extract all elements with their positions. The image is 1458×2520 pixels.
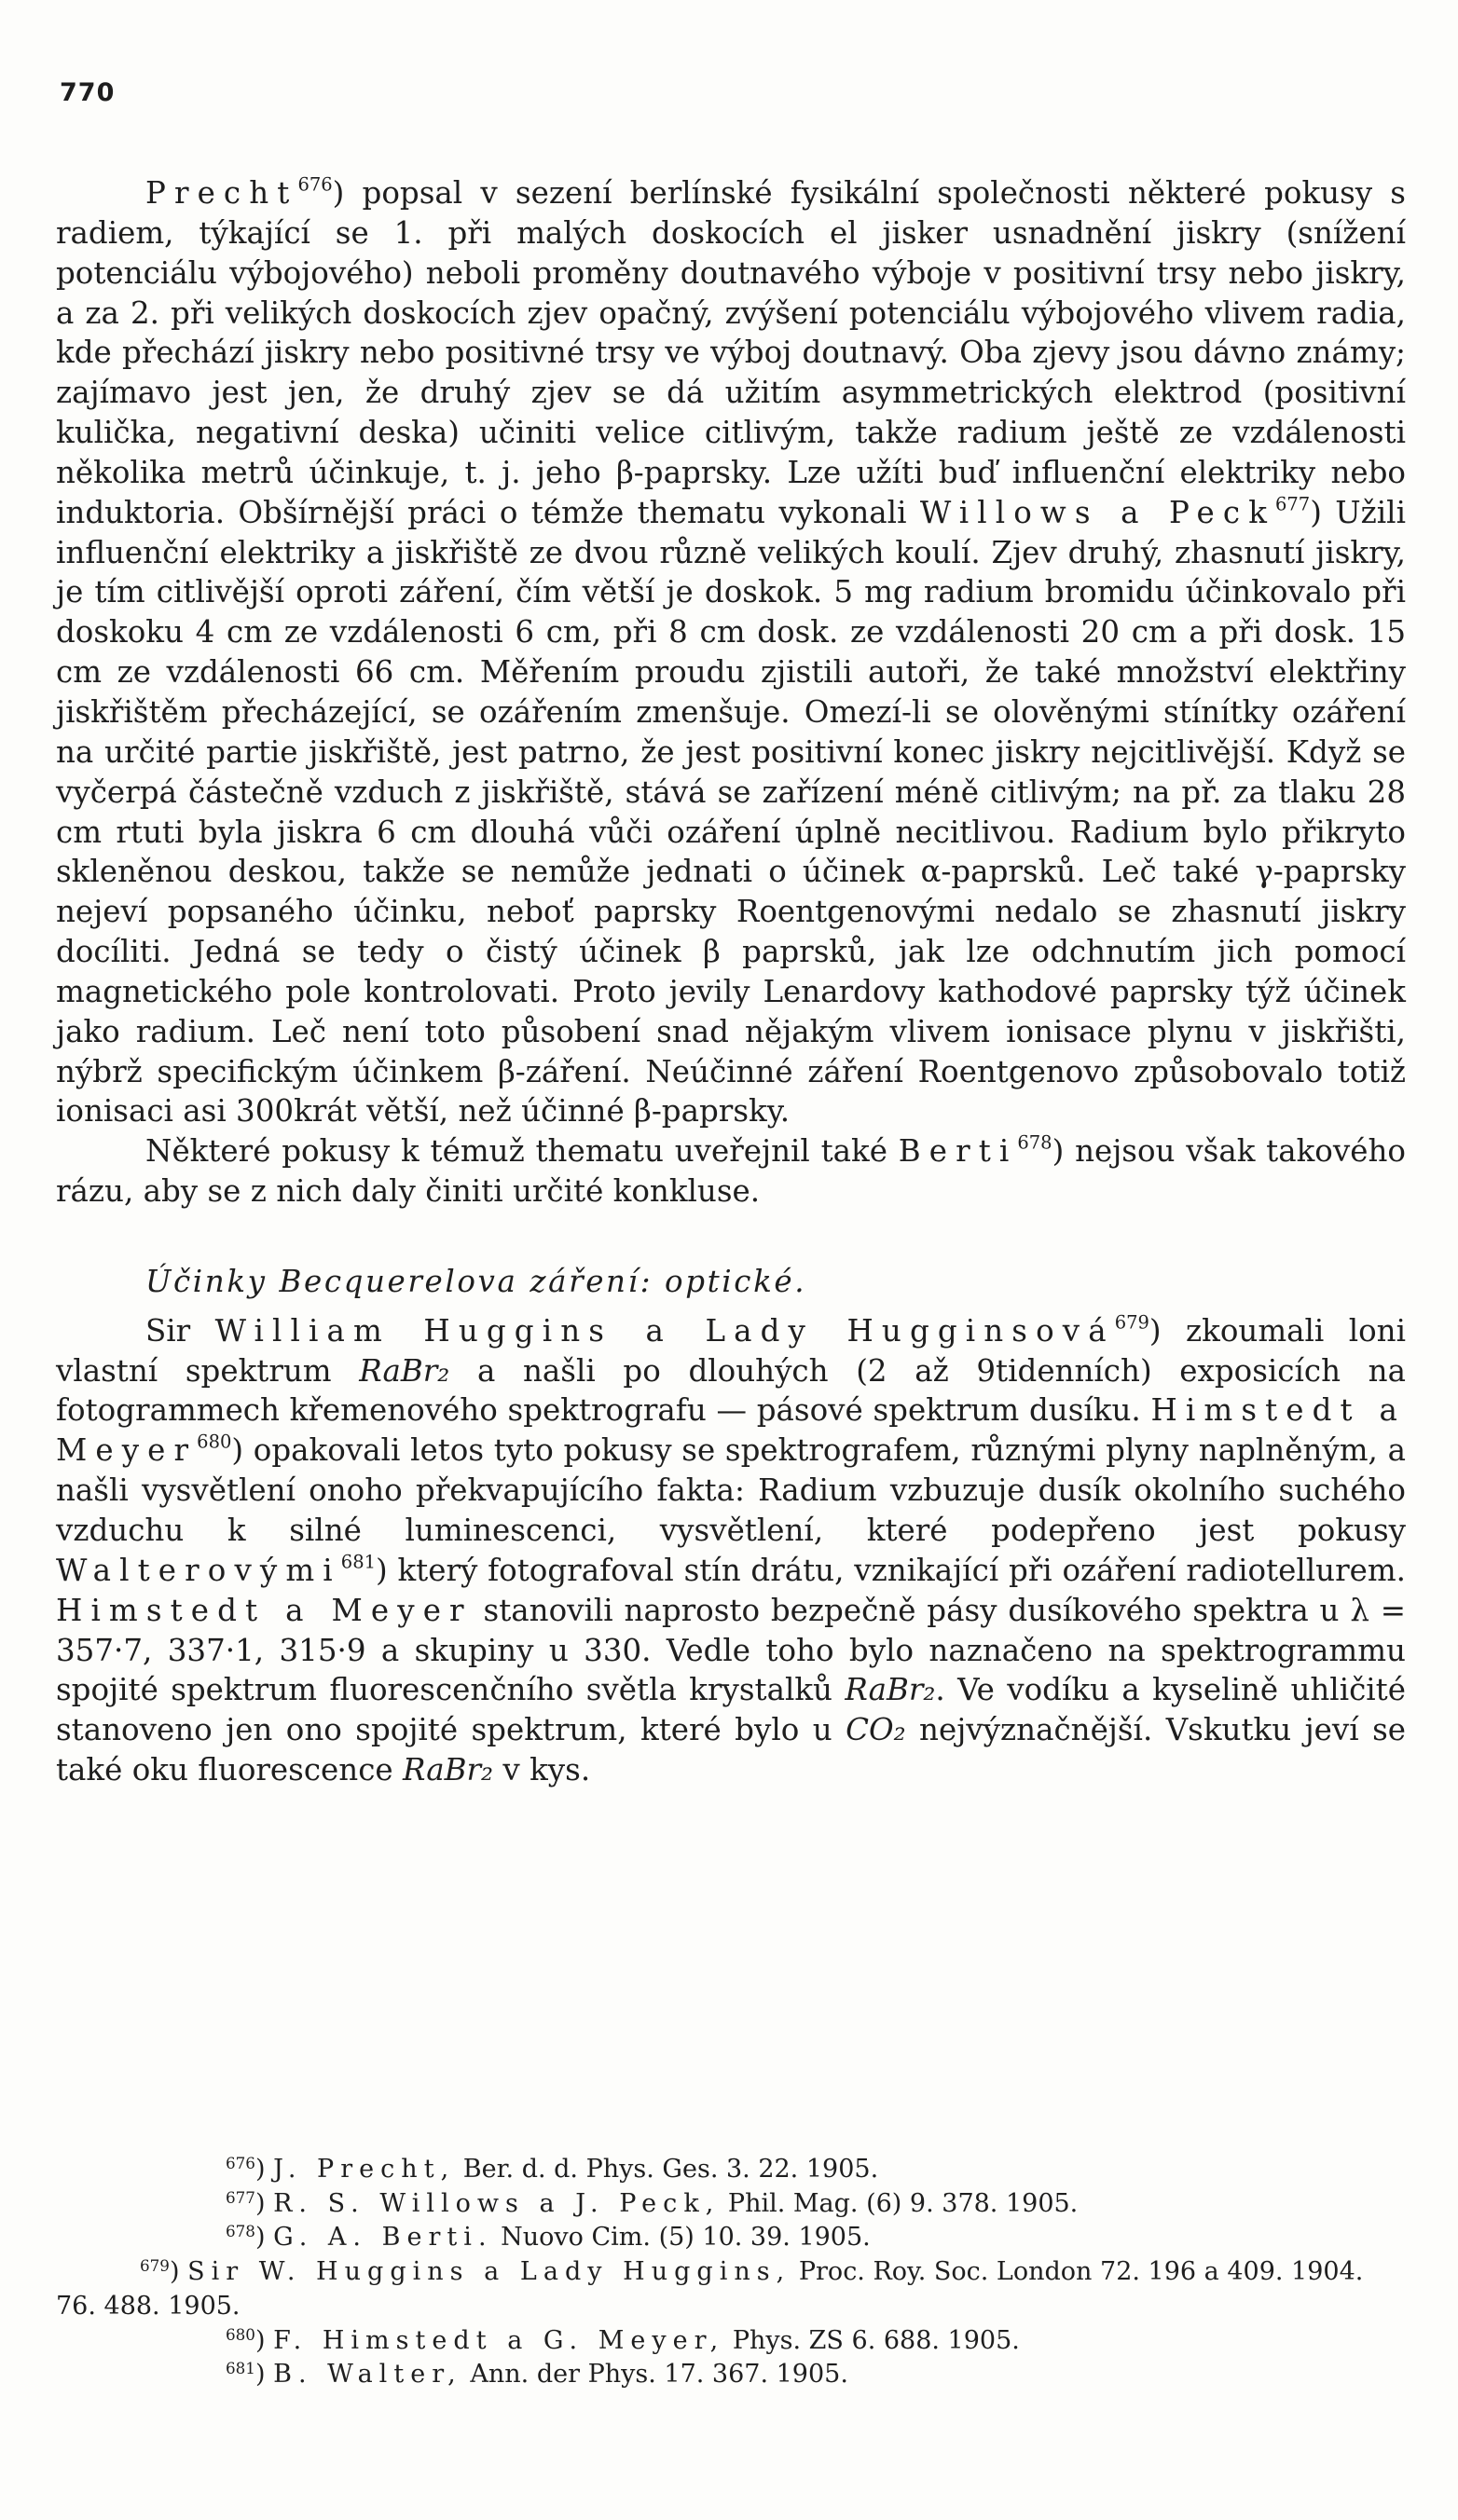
footnote: $^{678}$) G. A. Berti. Nuovo Cim. (5) 10. 39. 1905.: [226, 2222, 871, 2253]
author-name: Precht: [145, 175, 298, 211]
footnote-number: 677: [226, 2187, 255, 2207]
paragraph-text: nejvýznačnější. Vskutku jeví se také oku fluorescence: [56, 1712, 1406, 1788]
footnote-text: Ann. der Phys. 17. 367. 1905.: [470, 2360, 848, 2390]
footnote-text: Proc. Roy. Soc. London 72. 196 a 409. 1904. 76. 488. 1905.: [56, 2257, 1364, 2321]
paragraph-text: ) který fotografoval stín drátu, vznikající při ozáření radiotellurem.: [376, 1552, 1406, 1588]
author-name: Berti: [898, 1133, 1018, 1170]
paragraph-berti: [56, 1131, 1406, 1212]
footnote-author: Sir W. Huggins a Lady Huggins,: [187, 2257, 791, 2287]
footnote: $^{680}$) F. Himstedt a G. Meyer, Phys. ZS 6. 688. 1905.: [226, 2324, 1020, 2355]
author-name: William Huggins a Lady Hugginsová: [214, 1312, 1115, 1349]
footnote-ref: 677: [1274, 493, 1311, 515]
footnotes: [56, 2153, 1406, 2392]
footnote-author: R. S. Willows a J. Peck,: [273, 2188, 721, 2218]
author-name: Walterovými: [56, 1552, 341, 1588]
footnote-author: G. A. Berti.: [273, 2223, 493, 2253]
footnote-number: 679: [140, 2255, 170, 2275]
footnote-text: Ber. d. d. Phys. Ges. 3. 22. 1905.: [462, 2155, 879, 2184]
paragraph-text: v kys.: [502, 1752, 591, 1788]
footnote-number: 681: [226, 2359, 255, 2378]
footnote-ref: 676: [297, 173, 333, 196]
paragraph-text: Sir: [145, 1312, 191, 1349]
body-text: [56, 173, 1406, 1790]
paragraph-text: stanovili naprosto bezpečně pásy dusíkového spektra u λ = 357·7, 337·1, 315·9 a skupiny u 330. Vedle toho bylo naznačeno na spektrogrammu spojité spektrum fluorescenčního světla krystalků: [56, 1592, 1406, 1708]
chemical-formula: RaBr₂: [403, 1752, 494, 1788]
page-number: 770: [60, 78, 116, 107]
footnote-number: 680: [226, 2324, 255, 2344]
author-name: Willows a Peck: [919, 494, 1275, 530]
footnote-ref: 681: [340, 1551, 377, 1573]
footnote: $^{677}$) R. S. Willows a J. Peck, Phil. Mag. (6) 9. 378. 1905.: [226, 2187, 1079, 2218]
paragraph-text: a našli po dlouhých (2 až 9tidenních) exposicích na fotogrammech křemenového spektrografu — pásové spektrum dusíku.: [56, 1352, 1406, 1429]
footnote-ref: 678: [1017, 1131, 1052, 1154]
paragraph-text: ) popsal v sezení berlínské fysikální společnosti některé pokusy s radiem, týkající se 1. při malých doskocích el jisker usnadnění jiskry (snížení potenciálu výbojového) neboli proměny doutnavého výboje v positivní trsy nebo jiskry, a za 2. při velikých doskocích zjev opačný, zvýšení potenciálu výbojového vlivem radia, kde přechází jiskry nebo positivné trsy ve výboj doutnavý. Oba zjevy jsou dávno známy; zajímavo jest jen, že druhý zjev se dá užitím asymmetrických elektrod (positivní kulička, negativní deska) učiniti velice citlivým, takže radium ještě ze vzdálenosti několika metrů účinkuje, t. j. jeho β-paprsky. Lze užíti buď influenční elektriky nebo induktoria. Obšírnější práci o témže thematu vykonali: [56, 175, 1406, 530]
paragraph-text: . Ve vodíku a kyselině uhličité stanoveno jen ono spojité spektrum, které bylo u: [56, 1672, 1406, 1748]
paragraph-text: ) zkoumali loni vlastní spektrum: [56, 1312, 1406, 1389]
footnote-author: B. Walter,: [273, 2360, 462, 2390]
footnote-ref: 679: [1114, 1311, 1149, 1334]
footnote-text: Nuovo Cim. (5) 10. 39. 1905.: [501, 2223, 871, 2253]
author-name: Himstedt a Meyer: [56, 1592, 473, 1628]
section-heading: Účinky Becquerelova záření: optické.: [145, 1263, 807, 1299]
footnote: $^{681}$) B. Walter, Ann. der Phys. 17. 367. 1905.: [226, 2359, 848, 2390]
paragraph-text: ) Užili influenční elektriky a jiskřiště ze dvou různě velikých koulí. Zjev druhý, zhasnutí jiskry, je tím citlivější oproti záření, čím větší je doskok. 5 mg radium bromidu účinkovalo při doskoku 4 cm ze vzdálenosti 6 cm, při 8 cm dosk. ze vzdálenosti 20 cm a při dosk. 15 cm ze vzdálenosti 66 cm. Měřením proudu zjistili autoři, že také množství elektřiny jiskřištěm přecházející, se ozářením zmenšuje. Omezí-li se olověnými stínítky ozáření na určité partie jiskřiště, jest patrno, že jest positivní konec jiskry nejcitlivější. Když se vyčerpá částečně vzduch z jiskřiště, stává se zařízení méně citlivým; na př. za tlaku 28 cm rtuti byla jiskra 6 cm dlouhá vůči ozáření úplně necitlivou. Radium bylo přikryto skleněnou deskou, takže se nemůže jednati o účinek α-paprsků. Leč také γ-paprsky nejeví popsaného účinku, neboť paprsky Roentgenovými nedalo se zhasnutí jiskry docíliti. Jedná se tedy o čistý účinek β paprsků, jak lze odchnutím jich pomocí magnetického pole kontrolovati. Proto jevily Lenardovy kathodové paprsky týž účinek jako radium. Leč není toto působení snad nějakým vlivem ionisace plynu v jiskřišti, nýbrž specifickým účinkem β-záření. Neúčinné záření Roentgenovo způsobovalo totiž ionisaci asi 300krát větší, než účinné β-paprsky.: [56, 494, 1406, 1130]
footnote-author: J. Precht,: [273, 2155, 456, 2184]
footnote-number: 676: [226, 2153, 255, 2172]
paragraph-text: ) opakovali letos tyto pokusy se spektrografem, různými plyny naplněným, a našli vysvětlení onoho překvapujícího fakta: Radium vzbuzuje dusík okolního suchého vzduchu k silné luminescenci, vysvětlení, které podepřeno jest pokusy: [56, 1432, 1406, 1548]
paragraph-huggins: [56, 1311, 1406, 1790]
paragraph-text: Některé pokusy k témuž thematu uveřejnil také: [145, 1133, 887, 1170]
chemical-formula: RaBr₂: [359, 1352, 450, 1389]
footnote: $^{676}$) J. Precht, Ber. d. d. Phys. Ges. 3. 22. 1905.: [226, 2153, 879, 2184]
footnote-ref: 680: [197, 1431, 232, 1453]
paragraph-text: ) nejsou však takového rázu, aby se z nich daly činiti určité konkluse.: [56, 1133, 1406, 1210]
footnote-text: Phil. Mag. (6) 9. 378. 1905.: [727, 2188, 1079, 2218]
footnote-text: Phys. ZS 6. 688. 1905.: [732, 2325, 1020, 2355]
chemical-formula: RaBr₂: [845, 1672, 936, 1708]
footnote: $^{679}$) Sir W. Huggins a Lady Huggins, Proc. Roy. Soc. London 72. 196 a 409. 1904. 76. 488. 1905.: [56, 2255, 1364, 2321]
author-name: Himstedt a Meyer: [56, 1392, 1406, 1469]
footnote-number: 678: [226, 2222, 255, 2241]
footnote-author: F. Himstedt a G. Meyer,: [273, 2325, 725, 2355]
chemical-formula: CO₂: [846, 1712, 906, 1748]
paragraph-precht: [56, 173, 1406, 1131]
